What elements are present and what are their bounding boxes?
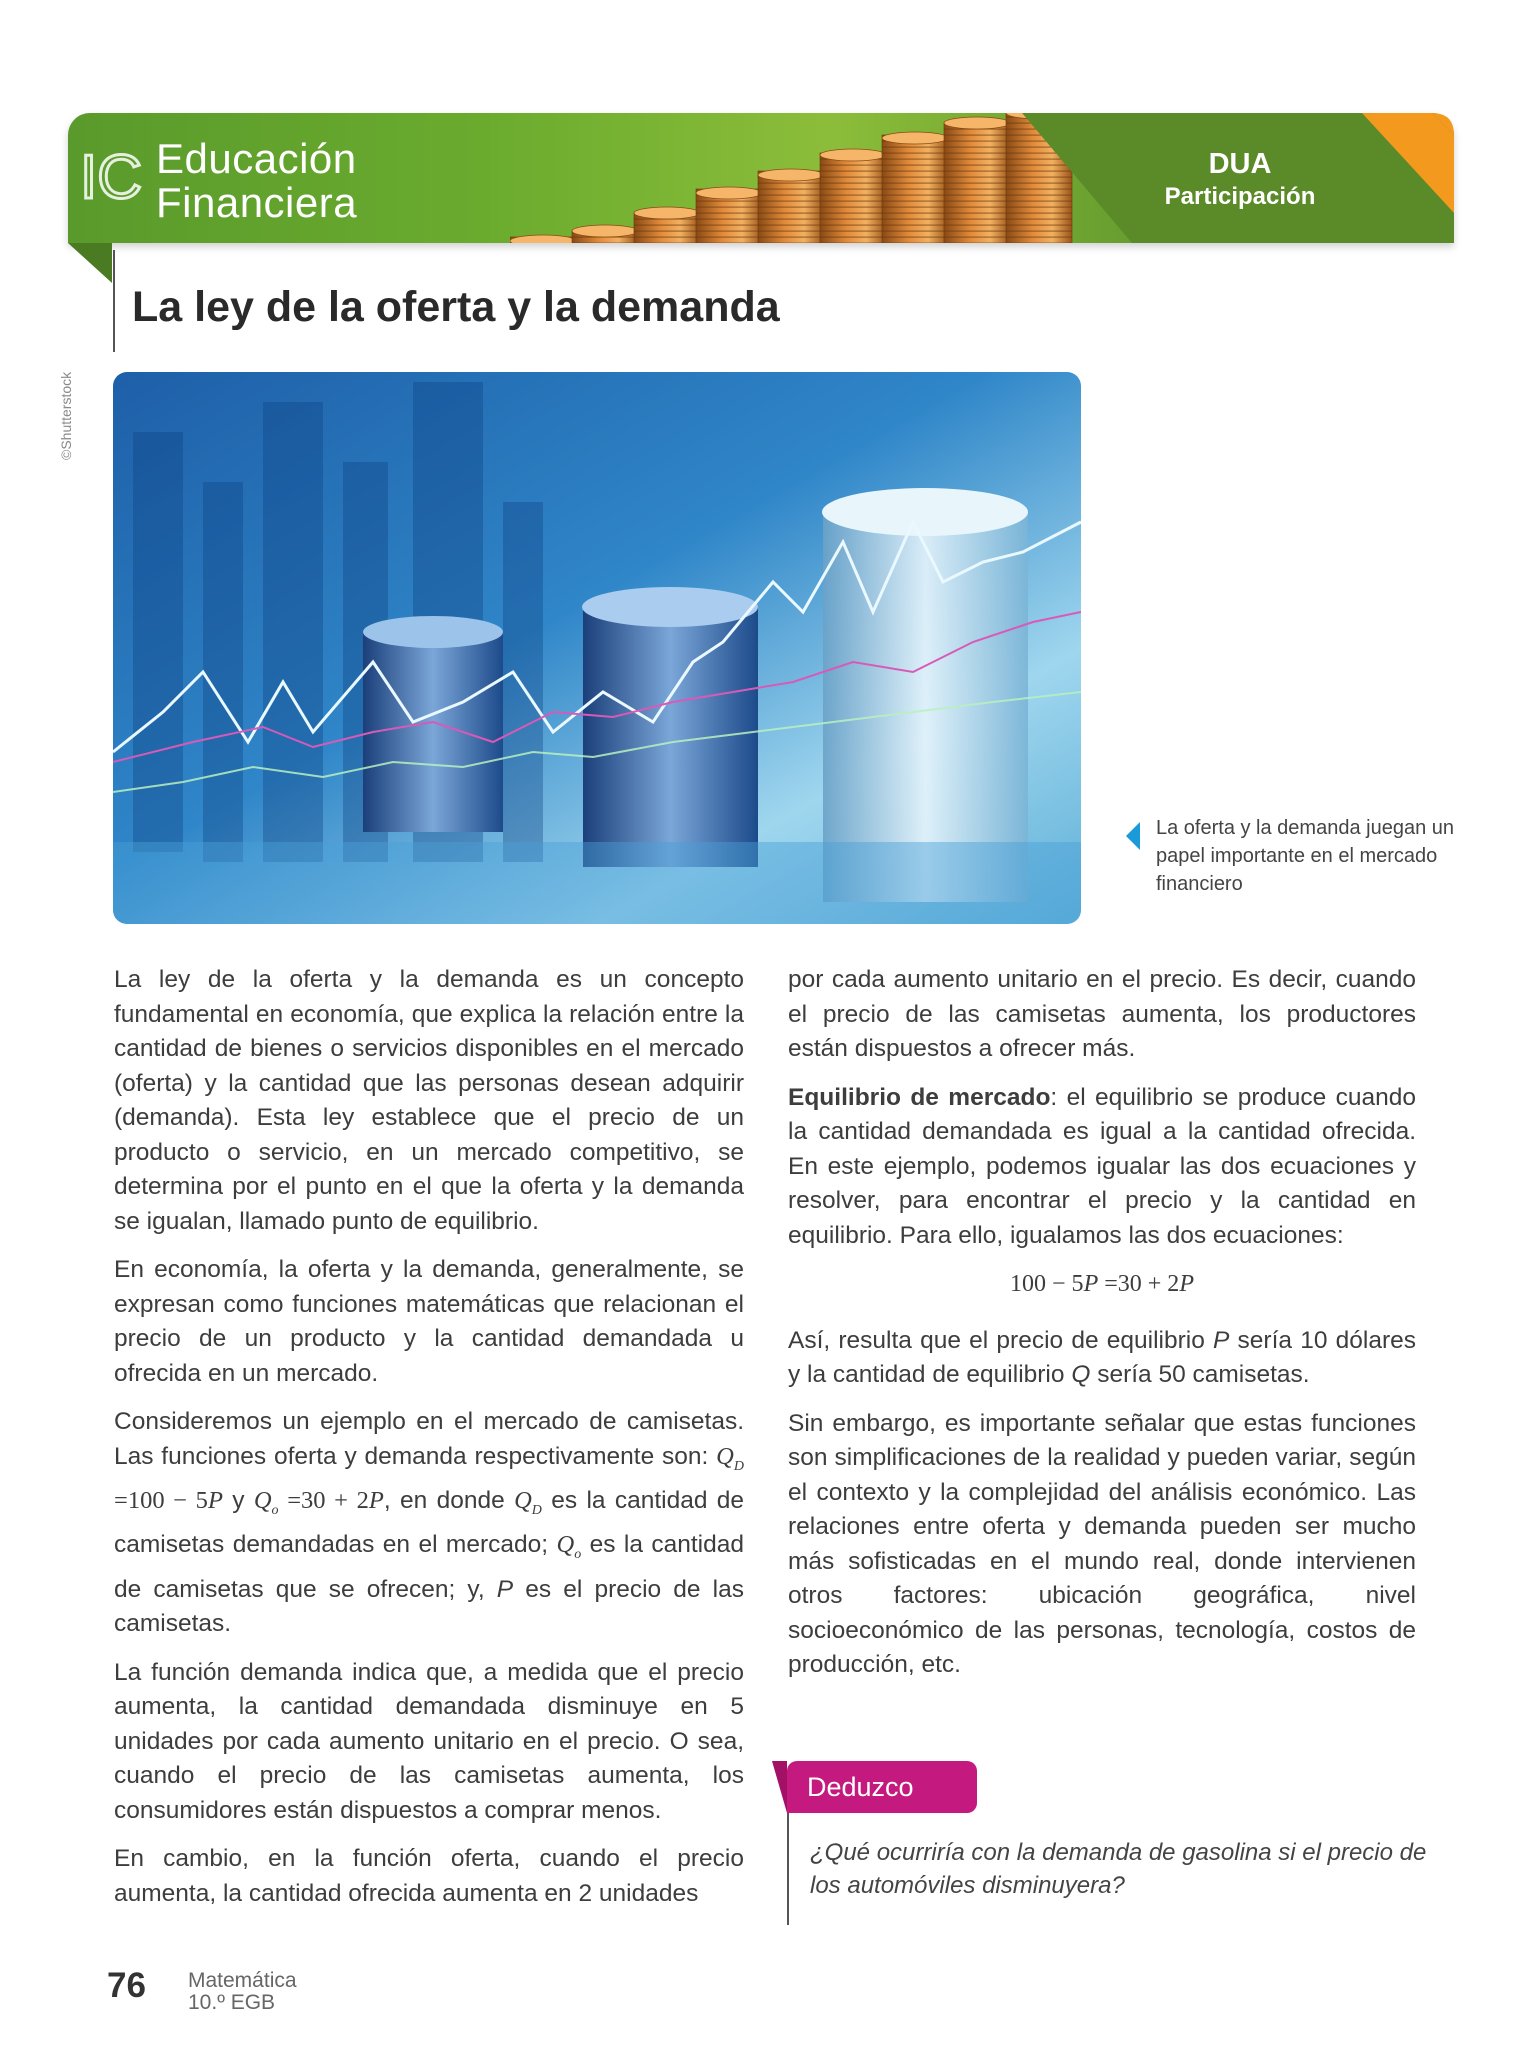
paragraph-equilibrium: Equilibrio de mercado: el equilibrio se produce cuando la cantidad demandada es igual a la cantidad ofrecida. En este ejemplo, podemos igualar las dos ecuaciones y resolver, para encontrar el precio y la cantidad en equilibrio. Para ello, igualamos las dos ecuaciones: xyxy=(788,1083,1416,1249)
paragraph-caveat: Sin embargo, es importante señalar que estas funciones son simplificaciones de la realidad y pueden variar, según el contexto y la complejidad del análisis económico. Las relaciones entre oferta y demanda pueden ser mucho más sofisticadas en el mundo real, donde intervienen otros factores: ubicación geográfica, nivel socioeconómico de las personas, tecnología, costos de producción, etc. xyxy=(788,1409,1416,1678)
supply-equation: $Q_o =30 + 2P$ xyxy=(253,1486,384,1518)
coin-stacks-image xyxy=(510,113,1100,243)
coin-stack-1 xyxy=(363,616,503,832)
paragraph-supply: En cambio, en la función oferta, cuando el precio aumenta, la cantidad ofrecida aumenta en 2 unidades xyxy=(114,1845,744,1907)
page-number: 76 xyxy=(107,1966,146,2005)
dua-subtitle: Participación xyxy=(1164,183,1316,210)
coin-stack xyxy=(882,132,948,243)
dua-title: DUA xyxy=(1208,148,1272,180)
left-column xyxy=(114,963,744,1925)
footer-subject xyxy=(188,1970,297,2014)
brand-line1: Educación xyxy=(156,135,357,182)
caption-arrow-icon xyxy=(1126,822,1140,850)
equilibrium-equation: 100 − 5P =30 + 2P xyxy=(1010,1271,1194,1297)
page-title: La ley de la oferta y la demanda xyxy=(132,283,780,331)
grade-level: 10.º EGB xyxy=(188,1991,276,2014)
photo-credit: ©Shutterstock xyxy=(58,371,74,460)
paragraph-result: Así, resulta que el precio de equilibrio P sería 10 dólares y la cantidad de equilibrio Q sería 50 camisetas. xyxy=(788,1326,1416,1388)
title-rule xyxy=(113,250,115,352)
coin-stack-3 xyxy=(822,488,1028,902)
subject-name: Matemática xyxy=(188,1969,297,1992)
coin-stack-2 xyxy=(582,587,758,867)
ic-logo-text: IC xyxy=(80,143,142,212)
financial-chart-photo xyxy=(113,372,1081,924)
ic-logo-icon xyxy=(80,140,142,212)
coin-stack xyxy=(758,169,824,243)
brand-line2: Financiera xyxy=(156,179,358,226)
paragraph-intro: La ley de la oferta y la demanda es un concepto fundamental en economía, que explica la relación entre la cantidad de bienes o servicios disponibles en el mercado (oferta) y la cantidad que las personas desean adquirir (demanda). Esta ley establece que el precio de un producto o servicio, en un mercado competitivo, se determina por el punto en el que la oferta y la demanda se igualan, llamado punto de equilibrio. xyxy=(114,966,744,1235)
paragraph-supply-cont: por cada aumento unitario en el precio. Es decir, cuando el precio de las camisetas aumenta, los productores están dispuestos a ofrecer más. xyxy=(788,966,1416,1062)
paragraph-functions: En economía, la oferta y la demanda, generalmente, se expresan como funciones matemáticas que relacionan el precio de un producto y la cantidad demandada u ofrecida en un mercado. xyxy=(114,1256,744,1387)
deduzco-tag-fold xyxy=(772,1761,787,1813)
example-intro: Consideremos un ejemplo en el mercado de camisetas. Las funciones oferta y demanda respectivamente son: xyxy=(114,1408,744,1470)
coin-stack xyxy=(510,235,576,243)
deduzco-rule xyxy=(787,1813,789,1925)
equilibrium-label: Equilibrio de mercado xyxy=(788,1083,1051,1111)
brand-name xyxy=(156,137,357,225)
coin-stack xyxy=(820,149,886,243)
demand-equation: $Q_D =100 - 5P$ xyxy=(114,1442,744,1514)
deduzco-question: ¿Qué ocurriría con la demanda de gasolina si el precio de los automóviles disminuyera? xyxy=(810,1839,1427,1899)
banner-fold xyxy=(68,243,112,283)
coin-stack xyxy=(944,117,1010,243)
paragraph-demand: La función demanda indica que, a medida que el precio aumenta, la cantidad demandada disminuye en 5 unidades por cada aumento unitario en el precio. O sea, cuando el precio de las camisetas aumenta, los consumidores están dispuestos a comprar menos. xyxy=(114,1658,744,1824)
coin-stack xyxy=(634,207,700,243)
deduzco-label: Deduzco xyxy=(787,1761,977,1813)
photo-caption: La oferta y la demanda juegan un papel importante en el mercado financiero xyxy=(1156,817,1454,895)
coin-stack xyxy=(572,225,638,243)
right-column xyxy=(788,963,1416,1697)
coin-stack xyxy=(696,187,762,243)
paragraph-example: Consideremos un ejemplo en el mercado de camisetas. Las funciones oferta y demanda respectivamente son: $Q_D =100 - 5P$ y $Q_o =30 + 2P$, en donde $Q_D$ es la cantidad de camisetas demandadas en el mercado; $Q_o$ es la cantidad de camisetas que se ofrecen; y, P es el precio de las camisetas. xyxy=(114,1408,745,1638)
